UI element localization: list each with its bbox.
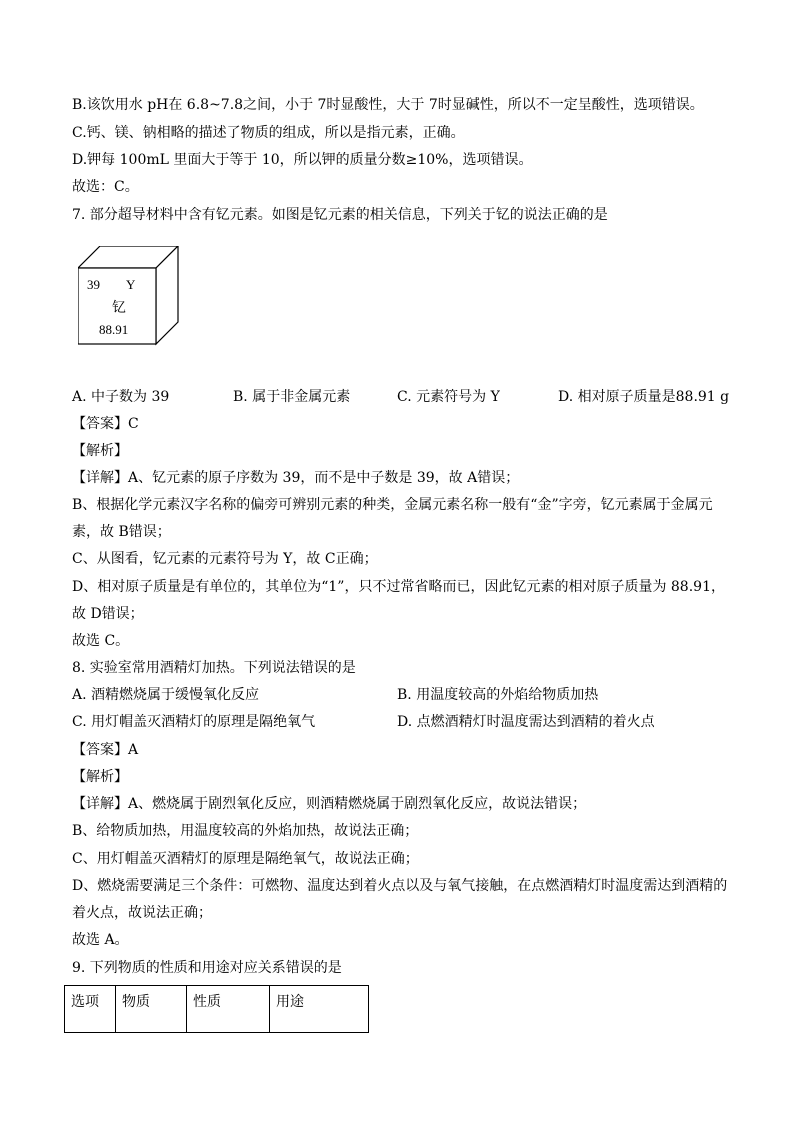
q7-detail-6: 故 D错误； bbox=[72, 606, 144, 622]
answer-label: 【答案】 bbox=[72, 416, 128, 432]
q7-stem: 7. 部分超导材料中含有钇元素。如图是钇元素的相关信息，下列关于钇的说法正确的是 bbox=[72, 207, 608, 223]
header-substance: 物质 bbox=[116, 986, 187, 1033]
q7-detail-1: 【详解】A、钇元素的原子序数为 39，而不是中子数是 39，故 A错误； bbox=[72, 470, 520, 486]
header-usage: 用途 bbox=[270, 986, 369, 1033]
q7-option-d: D. 相对原子质量是88.91 g bbox=[558, 389, 730, 405]
q6-option-c-analysis: C.钙、镁、钠相略的描述了物质的组成，所以是指元素，正确。 bbox=[72, 125, 465, 141]
q7-detail-5: D、相对原子质量是有单位的，其单位为“1”，只不过常省略而已，因此钇元素的相对原子质量为 88.91， bbox=[72, 579, 725, 595]
q7-option-c: C. 元素符号为 Y bbox=[397, 389, 500, 405]
q7-answer bbox=[72, 415, 139, 433]
element-cube-figure bbox=[78, 246, 180, 346]
q8-detail-5: 着火点，故说法正确； bbox=[72, 905, 212, 921]
q9-table bbox=[64, 985, 369, 1033]
q6-conclusion: 故选：C。 bbox=[72, 179, 139, 195]
q7-conclusion: 故选 C。 bbox=[72, 633, 130, 649]
q7-option-b: B. 属于非金属元素 bbox=[233, 389, 351, 405]
q7-detail-3: 素，故 B错误； bbox=[72, 524, 171, 540]
q7-option-a: A. 中子数为 39 bbox=[72, 389, 170, 405]
q8-conclusion: 故选 A。 bbox=[72, 932, 129, 948]
header-property: 性质 bbox=[187, 986, 270, 1033]
q8-analysis-label: 【解析】 bbox=[72, 769, 128, 785]
detail-label: 【详解】 bbox=[72, 470, 128, 486]
q7-analysis-label: 【解析】 bbox=[72, 443, 128, 459]
q7-detail-2: B、根据化学元素汉字名称的偏旁可辨别元素的种类，金属元素名称一般有“金”字旁，钇元素属于金属元 bbox=[72, 497, 713, 513]
answer-value: A bbox=[128, 742, 139, 758]
q8-option-a: A. 酒精燃烧属于缓慢氧化反应 bbox=[72, 687, 260, 703]
q8-stem: 8. 实验室常用酒精灯加热。下列说法错误的是 bbox=[72, 660, 356, 676]
q6-option-d-analysis: D.钾每 100mL 里面大于等于 10，所以钾的质量分数≥10%，选项错误。 bbox=[72, 152, 533, 168]
q8-detail-1: 【详解】A、燃烧属于剧烈氧化反应，则酒精燃烧属于剧烈氧化反应，故说法错误； bbox=[72, 796, 587, 812]
q8-detail-2: B、给物质加热，用温度较高的外焰加热，故说法正确； bbox=[72, 823, 419, 839]
q6-option-b-analysis: B.该饮用水 pH在 6.8~7.8之间，小于 7时显酸性，大于 7时显碱性，所以不一定呈酸性，选项错误。 bbox=[72, 97, 704, 113]
q8-option-d: D. 点燃酒精灯时温度需达到酒精的着火点 bbox=[397, 714, 655, 730]
answer-value: C bbox=[128, 416, 139, 432]
q9-stem: 9. 下列物质的性质和用途对应关系错误的是 bbox=[72, 960, 342, 976]
table-header-row bbox=[65, 986, 369, 1033]
q8-detail-3: C、用灯帽盖灭酒精灯的原理是隔绝氧气，故说法正确； bbox=[72, 851, 419, 867]
element-name: 钇 bbox=[112, 300, 126, 316]
q8-option-b: B. 用温度较高的外焰给物质加热 bbox=[397, 687, 599, 703]
q7-detail-4: C、从图看，钇元素的元素符号为 Y，故 C正确； bbox=[72, 551, 378, 567]
q8-detail-4: D、燃烧需要满足三个条件：可燃物、温度达到着火点以及与氧气接触，在点燃酒精灯时温度需达到酒精的 bbox=[72, 878, 728, 894]
header-option: 选项 bbox=[65, 986, 116, 1033]
element-symbol: Y bbox=[126, 277, 136, 292]
detail-label: 【详解】 bbox=[72, 796, 128, 812]
element-atomic-mass: 88.91 bbox=[99, 322, 129, 337]
answer-label: 【答案】 bbox=[72, 742, 128, 758]
q8-answer bbox=[72, 741, 138, 759]
element-atomic-number: 39 bbox=[87, 277, 100, 292]
q8-option-c: C. 用灯帽盖灭酒精灯的原理是隔绝氧气 bbox=[72, 714, 316, 730]
